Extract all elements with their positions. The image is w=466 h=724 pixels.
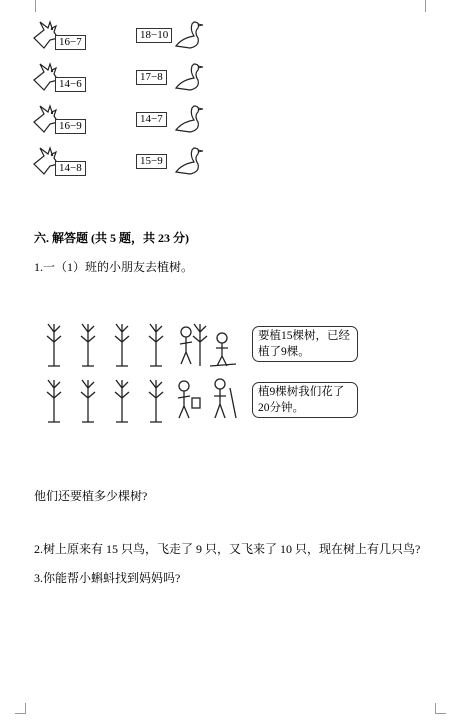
- goose-card-label: 14−7: [136, 112, 167, 127]
- tree-icon: [47, 380, 61, 422]
- bird-matching-exercise: [30, 18, 220, 178]
- tree-icon: [149, 380, 163, 422]
- tree-planting-illustration: [40, 318, 360, 428]
- goose-icon: [172, 18, 206, 52]
- goose-icon: [172, 60, 206, 94]
- eagle-card-1[interactable]: [30, 18, 100, 52]
- trees-and-children-drawing: [40, 318, 250, 428]
- eagle-card-2[interactable]: [30, 60, 100, 94]
- tree-icon: [115, 380, 129, 422]
- goose-card-label: 17−8: [136, 70, 167, 85]
- goose-icon: [172, 102, 206, 136]
- goose-card-label: 18−10: [136, 28, 172, 43]
- tree-icon: [81, 380, 95, 422]
- tree-icon: [149, 324, 163, 366]
- goose-card-2[interactable]: [136, 60, 206, 94]
- goose-icon: [172, 144, 206, 178]
- tree-icon: [193, 324, 207, 366]
- eagle-card-label: 16−7: [55, 35, 86, 50]
- goose-card-label: 15−9: [136, 154, 167, 169]
- eagle-card-label: 16−9: [55, 119, 86, 134]
- eagle-card-4[interactable]: [30, 144, 100, 178]
- eagle-card-label: 14−6: [55, 77, 86, 92]
- speech-bubble-1: 要植15棵树，已经植了9棵。: [252, 326, 358, 362]
- tree-icon: [81, 324, 95, 366]
- crop-mark-bottom-left: [15, 703, 26, 714]
- goose-card-3[interactable]: [136, 102, 206, 136]
- question-1-ask: 他们还要植多少棵树?: [34, 489, 148, 503]
- speech-bubble-2: 植9棵树我们花了20分钟。: [252, 382, 358, 418]
- eagle-card-3[interactable]: [30, 102, 100, 136]
- crop-mark-bottom-right: [435, 703, 446, 714]
- tree-icon: [115, 324, 129, 366]
- crop-mark-top-left: [25, 0, 36, 12]
- question-3-text: 3.你能帮小蝌蚪找到妈妈吗?: [34, 571, 181, 585]
- eagle-card-label: 14−8: [55, 161, 86, 176]
- section-title: 六. 解答题 (共 5 题，共 23 分): [34, 231, 189, 245]
- goose-card-1[interactable]: [136, 18, 206, 52]
- crop-mark-top-right: [425, 0, 436, 12]
- question-2-text: 2.树上原来有 15 只鸟，飞走了 9 只，又飞来了 10 只，现在树上有几只鸟?: [34, 542, 421, 556]
- question-1-text: 1.一（1）班的小朋友去植树。: [34, 260, 194, 274]
- goose-card-4[interactable]: [136, 144, 206, 178]
- tree-icon: [47, 324, 61, 366]
